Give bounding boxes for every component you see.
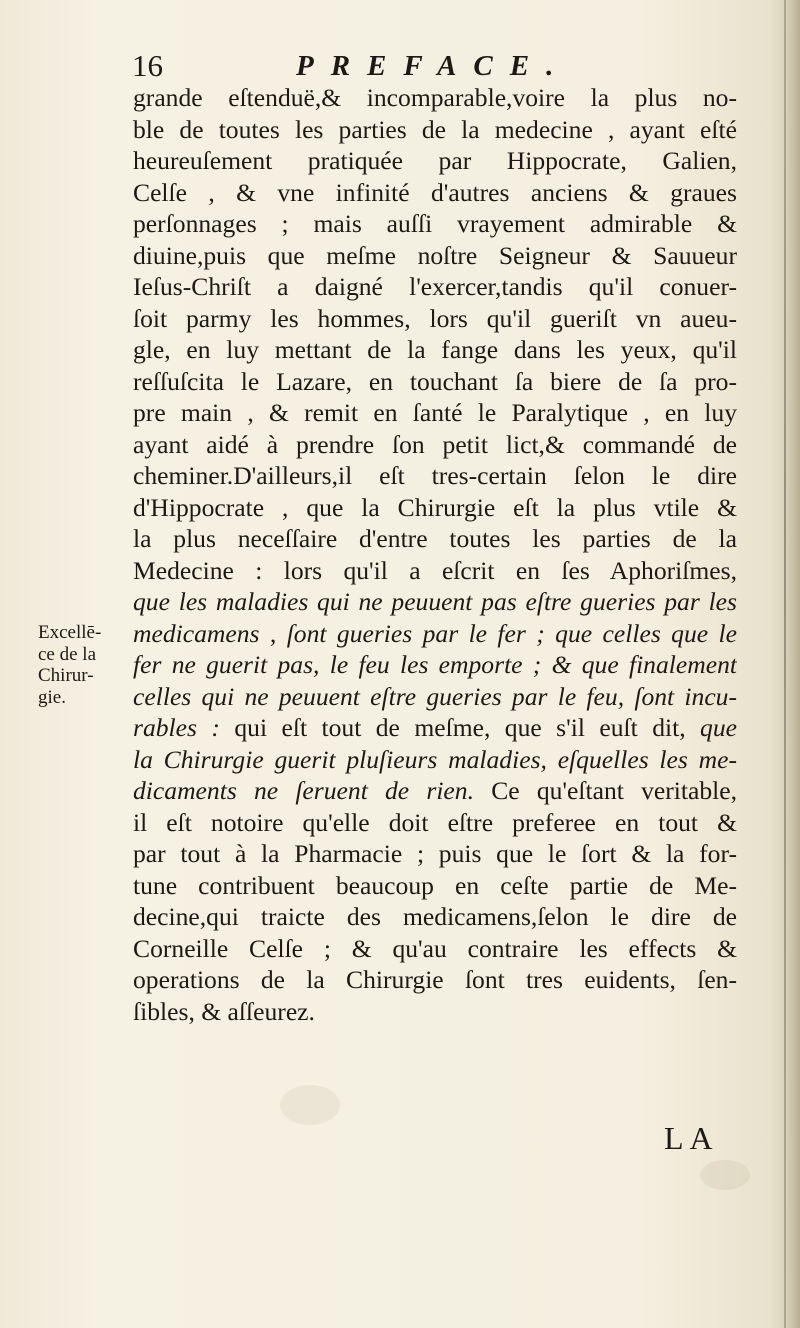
italic-text: que bbox=[700, 713, 737, 742]
text-line bbox=[133, 933, 737, 965]
text-line bbox=[133, 523, 737, 555]
roman-text: Celſe , & vne infinité d'autres anciens & graues bbox=[133, 177, 737, 207]
text-line bbox=[133, 681, 737, 713]
roman-text: Corneille Celſe ; & qu'au contraire les effects & bbox=[133, 933, 737, 963]
margin-note-line: ce de la bbox=[38, 643, 97, 665]
text-line bbox=[133, 177, 737, 209]
body-text bbox=[133, 82, 737, 1027]
roman-text: d'Hippocrate , que la Chirurgie eſt la plus vtile & bbox=[133, 492, 737, 522]
italic-text: que les maladies qui ne peuuent pas eſtre gueries par les bbox=[133, 587, 737, 616]
roman-text: qui eſt tout de meſme, que s'il euſt dit, bbox=[219, 713, 701, 742]
margin-note bbox=[38, 622, 128, 708]
italic-text: celles qui ne peuuent eſtre gueries par le feu, ſont incu- bbox=[133, 681, 737, 711]
roman-text: decine,qui traicte des medicamens,ſelon le dire de bbox=[133, 902, 737, 931]
page-number: 16 bbox=[132, 48, 163, 83]
text-line bbox=[133, 114, 737, 146]
text-line bbox=[133, 618, 737, 650]
margin-note-line: Chirur- bbox=[38, 665, 94, 686]
text-line bbox=[133, 586, 737, 618]
roman-text: ble de toutes les parties de la medecine , ayant eſté bbox=[133, 114, 737, 144]
roman-text: la plus neceſſaire d'entre toutes les parties de la bbox=[133, 524, 737, 553]
roman-text: diuine,puis que meſme noſtre Seigneur & Sauueur bbox=[133, 240, 737, 270]
text-line bbox=[133, 82, 737, 114]
text-line bbox=[133, 429, 737, 461]
text-line bbox=[133, 460, 737, 492]
text-line bbox=[133, 240, 737, 272]
margin-note-line: Excellē- bbox=[38, 622, 102, 643]
text-line bbox=[133, 271, 737, 303]
text-line bbox=[133, 996, 737, 1028]
text-line bbox=[133, 555, 737, 587]
italic-text: dicaments ne ſeruent de rien. bbox=[133, 776, 474, 805]
roman-text: Medecine : lors qu'il a eſcrit en ſes Aphoriſmes, bbox=[133, 555, 737, 585]
text-line bbox=[133, 397, 737, 429]
roman-text: perſonnages ; mais auſſi vrayement admirable & bbox=[133, 209, 737, 238]
roman-text: tune contribuent beaucoup en ceſte partie de Me- bbox=[133, 870, 737, 900]
page-edge bbox=[786, 0, 800, 1328]
italic-text: la Chirurgie guerit pluſieurs maladies, eſquelles les me- bbox=[133, 744, 737, 774]
text-line bbox=[133, 366, 737, 398]
text-line bbox=[133, 870, 737, 902]
text-line bbox=[133, 807, 737, 839]
text-line bbox=[133, 775, 737, 807]
italic-text: medicamens , ſont gueries par le fer ; que celles que le bbox=[133, 618, 737, 648]
text-line bbox=[133, 492, 737, 524]
italic-text: fer ne guerit pas, le feu les emporte ; & que finalement bbox=[133, 650, 737, 679]
italic-text: rables : bbox=[133, 713, 220, 742]
text-line bbox=[133, 838, 737, 870]
roman-text: operations de la Chirurgie ſont tres euidents, ſen- bbox=[133, 965, 737, 994]
roman-text: cheminer.D'ailleurs,il eſt tres-certain ſelon le dire bbox=[133, 461, 737, 490]
roman-text: ſibles, & aſſeurez. bbox=[133, 996, 315, 1026]
catchword: LA bbox=[664, 1120, 719, 1156]
text-line bbox=[133, 649, 737, 681]
roman-text: reſſuſcita le Lazare, en touchant ſa biere de ſa pro- bbox=[133, 366, 737, 396]
roman-text: Ieſus-Chriſt a daigné l'exercer,tandis qu'il conuer- bbox=[133, 272, 737, 301]
text-line bbox=[133, 208, 737, 240]
margin-note-line: gie. bbox=[38, 686, 66, 708]
roman-text: ſoit parmy les hommes, lors qu'il gueriſt vn aueu- bbox=[133, 303, 737, 333]
text-line bbox=[133, 744, 737, 776]
text-line bbox=[133, 964, 737, 996]
roman-text: ayant aidé à prendre ſon petit lict,& commandé de bbox=[133, 429, 737, 459]
text-line bbox=[133, 303, 737, 335]
text-line bbox=[133, 334, 737, 366]
roman-text: par tout à la Pharmacie ; puis que le ſort & la for- bbox=[133, 839, 737, 868]
roman-text: gle, en luy mettant de la fange dans les yeux, qu'il bbox=[133, 335, 737, 364]
text-line bbox=[133, 145, 737, 177]
running-title: PREFACE. bbox=[296, 50, 571, 82]
roman-text: grande eſtenduë,& incomparable,voire la plus no- bbox=[133, 83, 737, 112]
text-line bbox=[133, 901, 737, 933]
roman-text: il eſt notoire qu'elle doit eſtre preferee en tout & bbox=[133, 807, 737, 837]
roman-text: heureuſement pratiquée par Hippocrate, Galien, bbox=[133, 146, 737, 175]
text-line bbox=[133, 712, 737, 744]
roman-text: pre main , & remit en ſanté le Paralytique , en luy bbox=[133, 398, 737, 427]
roman-text: Ce qu'eſtant veritable, bbox=[474, 776, 737, 805]
